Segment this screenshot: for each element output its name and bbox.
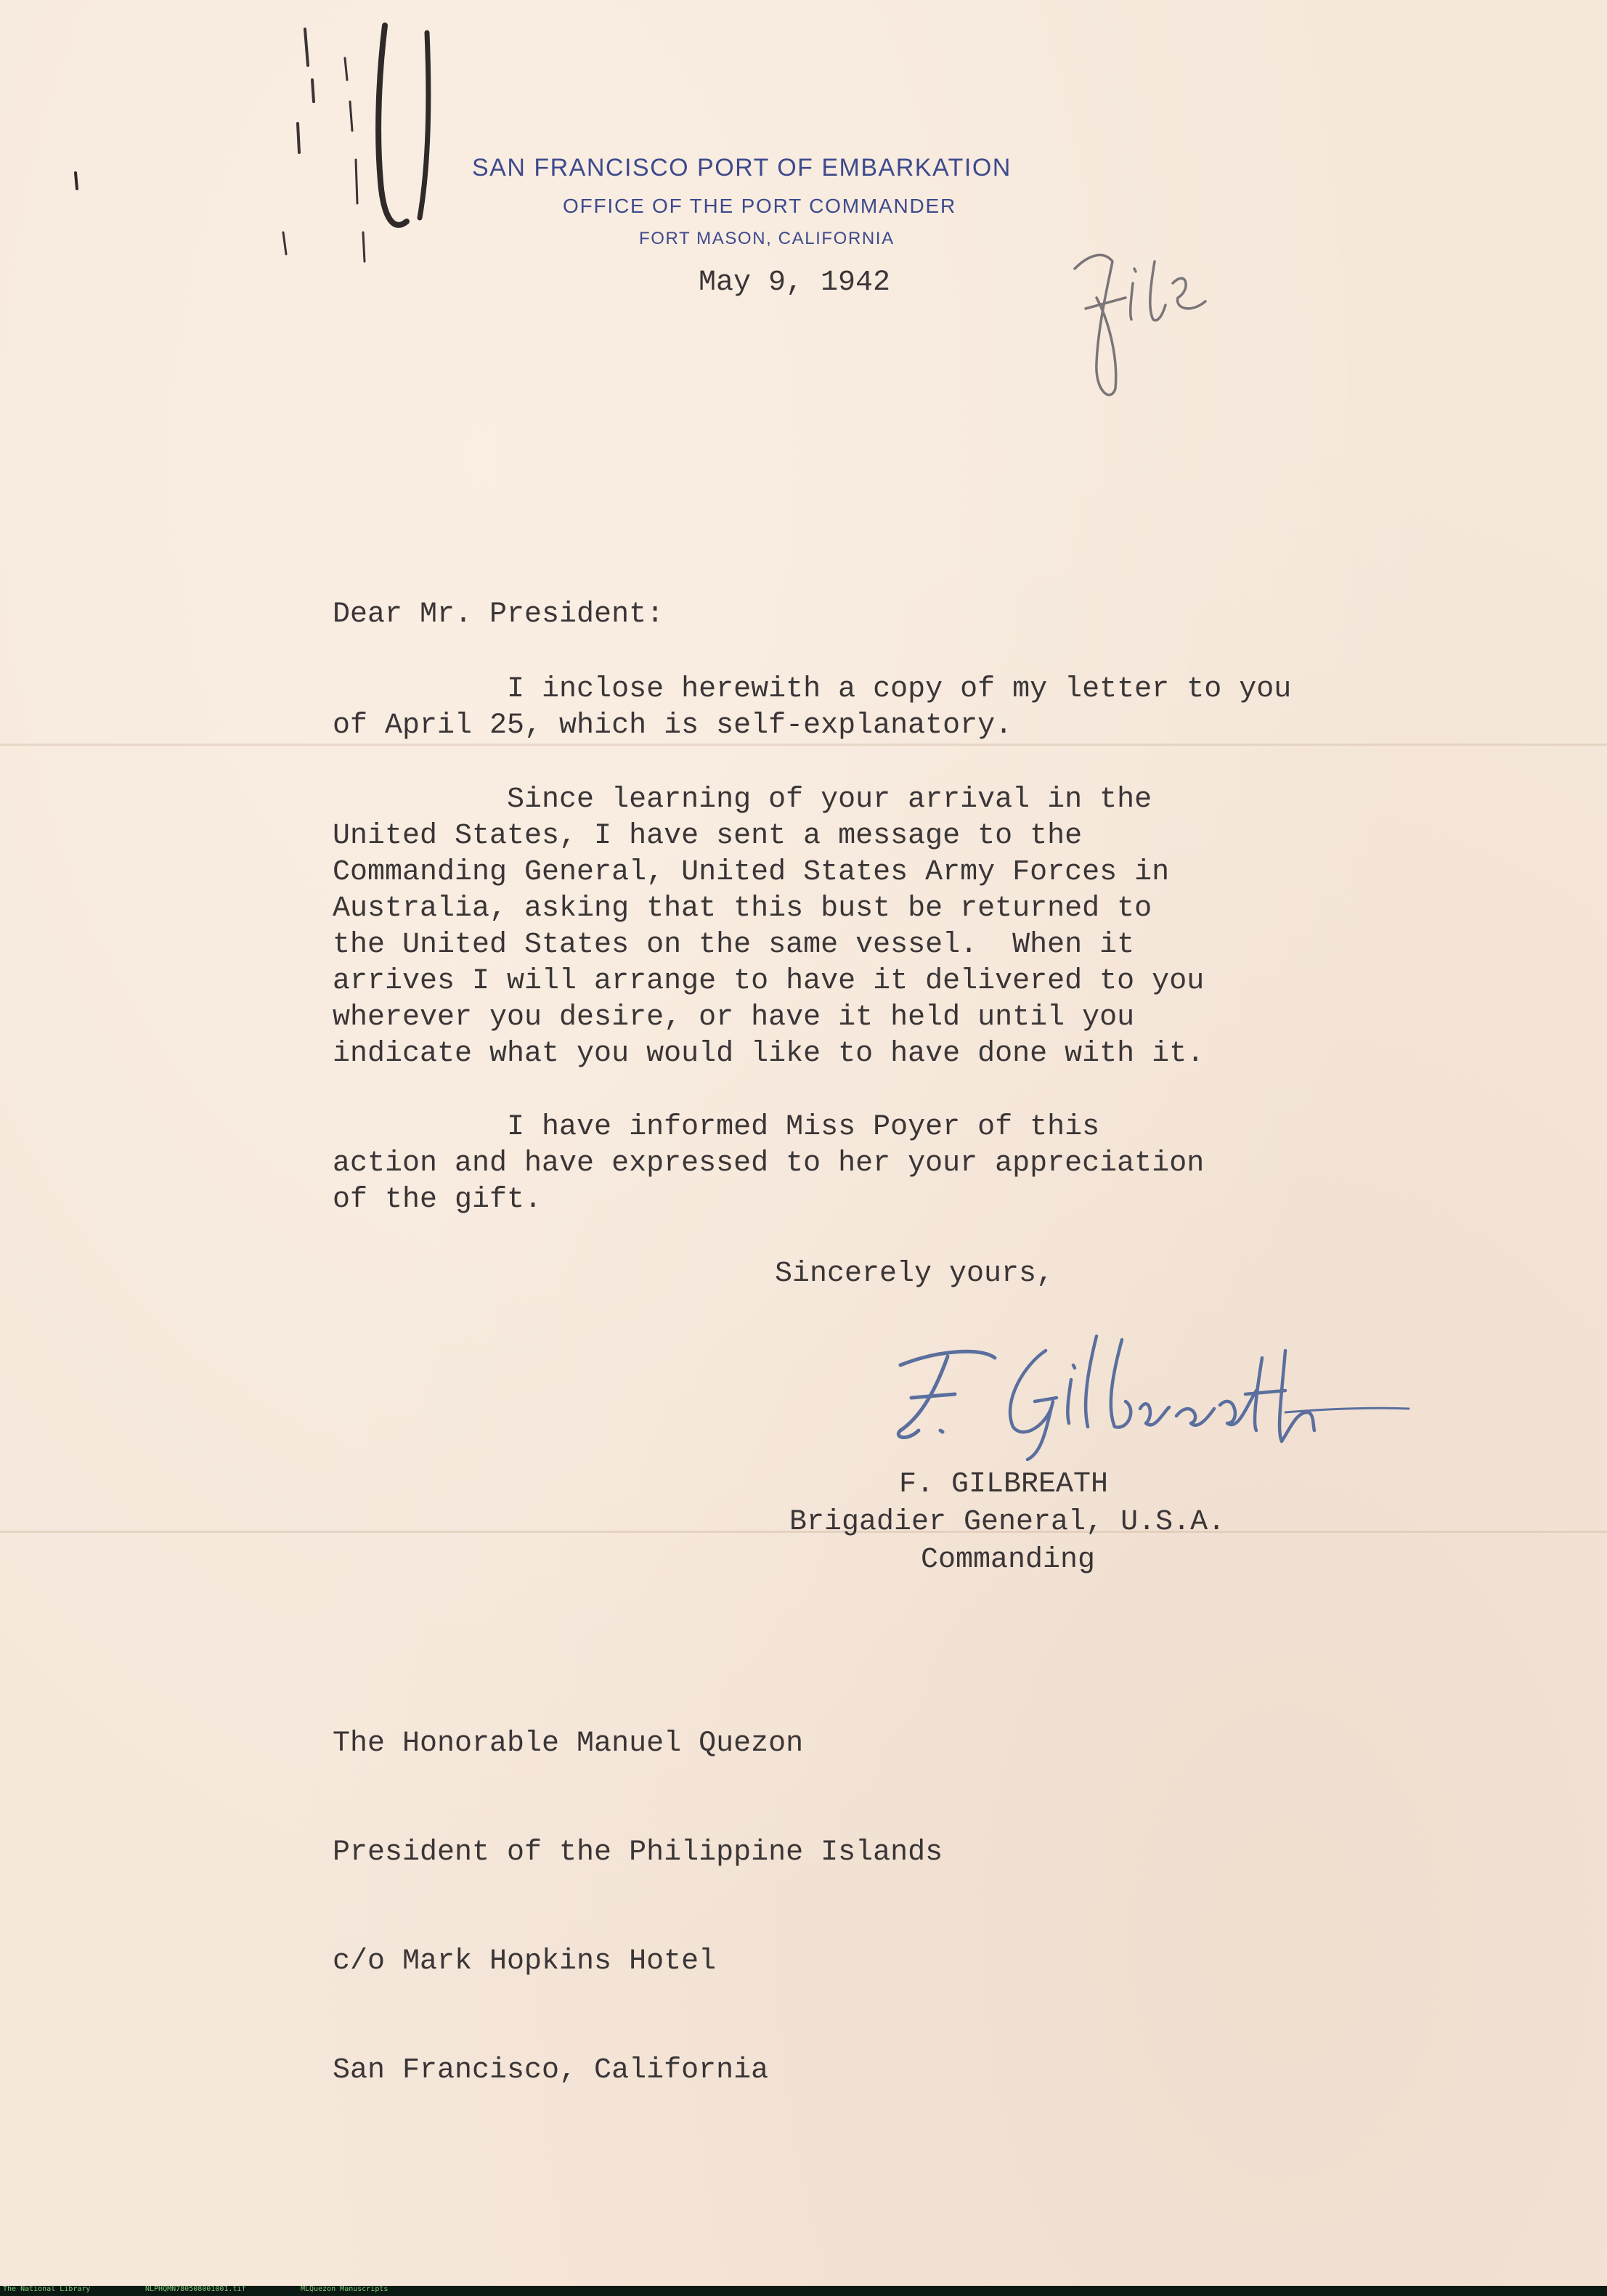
letterhead-location: FORT MASON, CALIFORNIA xyxy=(639,229,895,248)
address-line: c/o Mark Hopkins Hotel xyxy=(333,1945,717,1978)
recipient-address xyxy=(333,1653,943,2162)
letterhead-office: OFFICE OF THE PORT COMMANDER xyxy=(563,195,956,217)
closing: Sincerely yours, xyxy=(775,1258,1054,1290)
footer-collection: MLQuezon Manuscripts xyxy=(301,2285,388,2293)
signatory-title: Brigadier General, U.S.A. xyxy=(789,1506,1226,1539)
body-paragraph-3: I have informed Miss Poyer of this action and have expressed to her your appreciation of the gift. xyxy=(333,1111,1205,1216)
body-paragraph-1: I inclose herewith a copy of my letter to you of April 25, which is self-explanatory. xyxy=(333,673,1292,742)
footer-library: The National Library xyxy=(3,2285,91,2293)
handwritten-file-note xyxy=(1046,240,1234,414)
signatory-role: Commanding xyxy=(921,1544,1096,1576)
archive-footer-bar xyxy=(0,2286,1607,2296)
body-paragraph-2: Since learning of your arrival in the United States, I have sent a message to the Commanding General, United States Army Forces in Australia, asking that this bust be returned to the United States on the same vessel. When it arrives I will arrange to have it delivered to you wherever you desire, or have it held until you indicate what you would like to have done with it. xyxy=(333,783,1205,1070)
letterhead-org: SAN FRANCISCO PORT OF EMBARKATION xyxy=(472,154,1012,182)
signatory-name: F. GILBREATH xyxy=(899,1468,1109,1501)
letter-date: May 9, 1942 xyxy=(699,266,891,299)
address-line: President of the Philippine Islands xyxy=(333,1836,943,1869)
address-line: The Honorable Manuel Quezon xyxy=(333,1727,804,1760)
address-line: San Francisco, California xyxy=(333,2054,769,2087)
salutation: Dear Mr. President: xyxy=(333,598,664,631)
punch-hole-marks xyxy=(65,15,443,305)
footer-filename: NLPHQMN780508001001.tif xyxy=(145,2285,246,2293)
handwritten-signature xyxy=(879,1322,1416,1467)
